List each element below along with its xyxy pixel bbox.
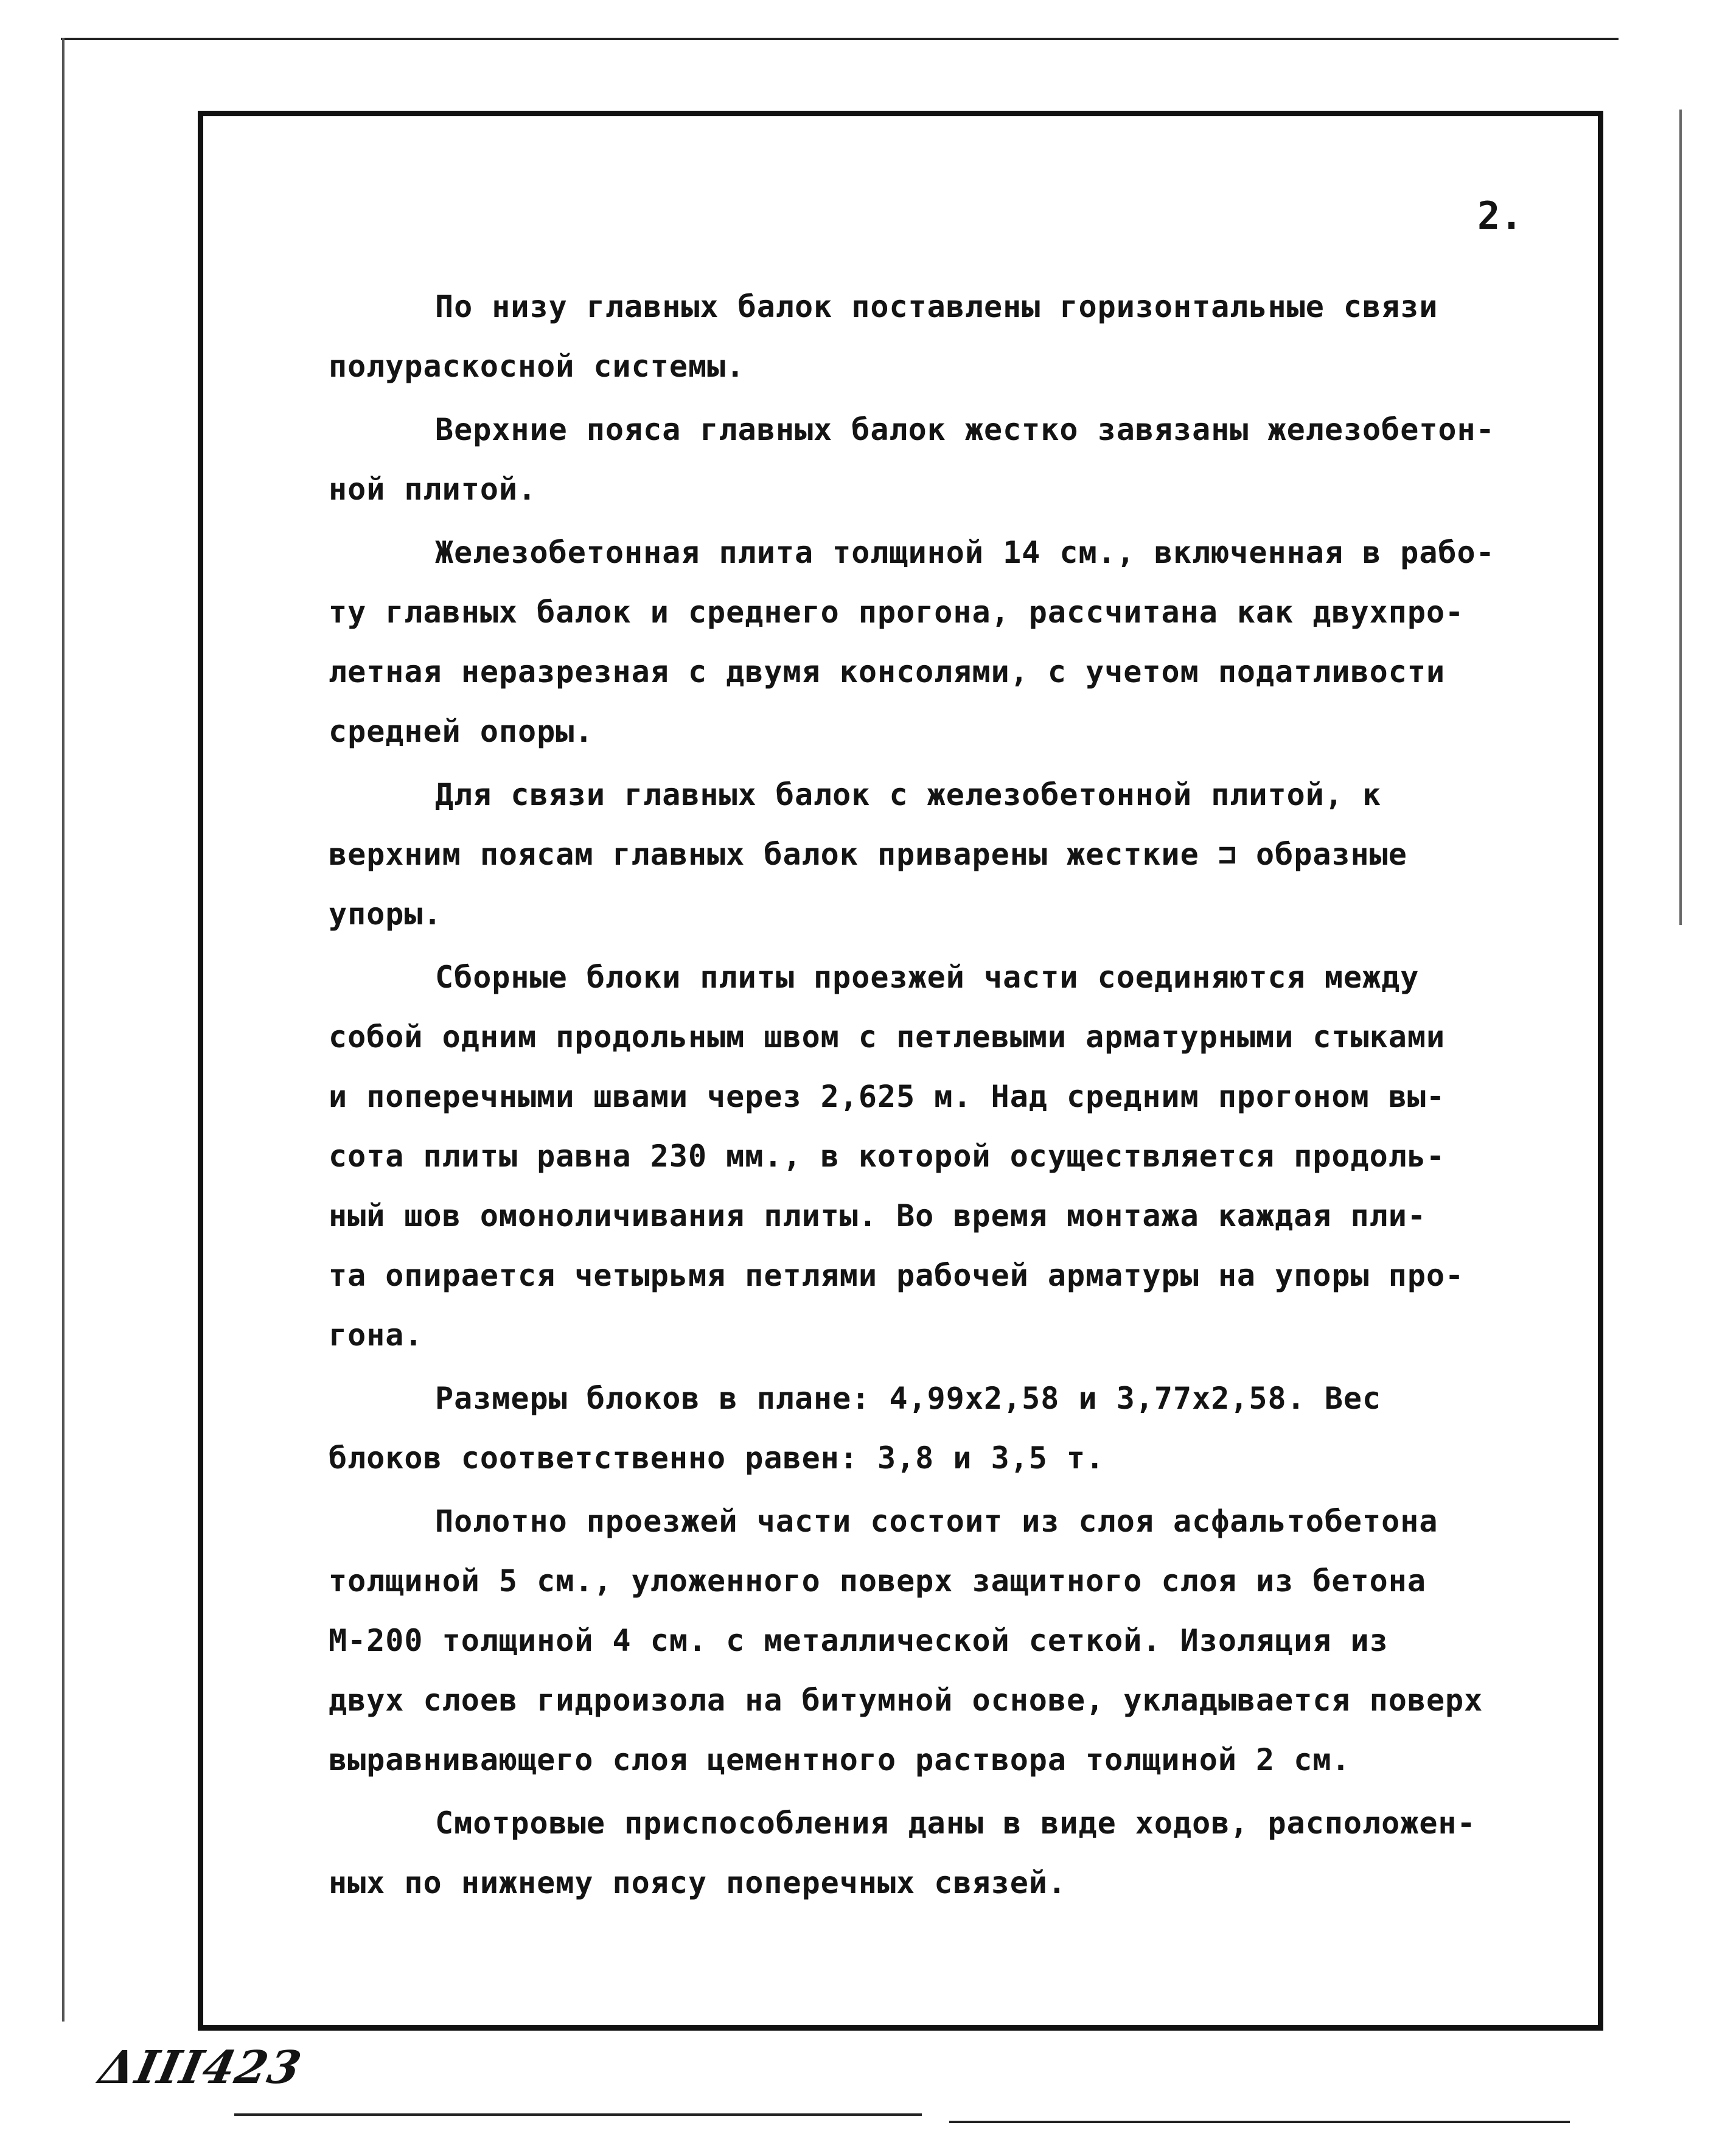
archive-number: ΔIII423: [94, 2042, 307, 2094]
text-line: Для связи главных балок с железобетонной плитой, к: [435, 777, 1382, 812]
document-body: [329, 277, 1594, 1916]
text-line: Сборные блоки плиты проезжей части соединяются между: [435, 960, 1420, 995]
text-line: летная неразрезная с двумя консолями, с учетом податливости: [329, 654, 1446, 689]
scan-bottom-edge: [949, 2121, 1570, 2123]
text-line: та опирается четырьмя петлями рабочей арматуры на упоры про-: [329, 1258, 1465, 1293]
text-line: ных по нижнему поясу поперечных связей.: [329, 1865, 1067, 1900]
text-line: М-200 толщиной 4 см. с металлической сеткой. Изоляция из: [329, 1623, 1389, 1658]
text-line: Полотно проезжей части состоит из слоя асфальтобетона: [435, 1504, 1438, 1539]
text-line: ной плитой.: [329, 472, 537, 507]
paragraph: [329, 765, 1594, 944]
text-line: средней опоры.: [329, 714, 594, 749]
text-line: сота плиты равна 230 мм., в которой осуществляется продоль-: [329, 1139, 1446, 1174]
text-line: выравнивающего слоя цементного раствора толщиной 2 см.: [329, 1742, 1351, 1777]
text-line: верхним поясам главных балок приварены жесткие ⊐ образные: [329, 837, 1407, 872]
text-line: По низу главных балок поставлены горизонтальные связи: [435, 289, 1438, 324]
text-line: собой одним продольным швом с петлевыми арматурными стыками: [329, 1019, 1446, 1055]
scan-right-edge: [1679, 110, 1682, 925]
text-line: полураскосной системы.: [329, 349, 745, 384]
scan-top-edge: [61, 38, 1619, 40]
paragraph: [329, 523, 1594, 761]
text-line: Размеры блоков в плане: 4,99х2,58 и 3,77х2,58. Вес: [435, 1381, 1382, 1416]
text-line: блоков соответственно равен: 3,8 и 3,5 т.: [329, 1440, 1105, 1476]
text-line: толщиной 5 см., уложенного поверх защитного слоя из бетона: [329, 1563, 1426, 1599]
paragraph: [329, 1491, 1594, 1790]
text-line: Верхние пояса главных балок жестко завязаны железобетон-: [435, 412, 1495, 447]
text-line: ный шов омоноличивания плиты. Во время монтажа каждая пли-: [329, 1198, 1426, 1233]
text-line: гона.: [329, 1317, 423, 1353]
paragraph: [329, 1369, 1594, 1488]
paragraph: [329, 947, 1594, 1365]
scan-left-edge: [62, 38, 64, 2022]
text-line: двух слоев гидроизола на битумной основе, укладывается поверх: [329, 1683, 1483, 1718]
scan-bottom-edge: [234, 2113, 922, 2116]
paragraph: [329, 400, 1594, 519]
text-line: упоры.: [329, 896, 442, 932]
text-line: ту главных балок и среднего прогона, рассчитана как двухпро-: [329, 595, 1465, 630]
paragraph: [329, 1793, 1594, 1913]
paragraph: [329, 277, 1594, 396]
text-line: Железобетонная плита толщиной 14 см., включенная в рабо-: [435, 535, 1495, 570]
text-line: Смотровые приспособления даны в виде ходов, расположен-: [435, 1805, 1476, 1841]
page-number: 2.: [1477, 194, 1523, 238]
text-line: и поперечными швами через 2,625 м. Над средним прогоном вы-: [329, 1079, 1446, 1114]
